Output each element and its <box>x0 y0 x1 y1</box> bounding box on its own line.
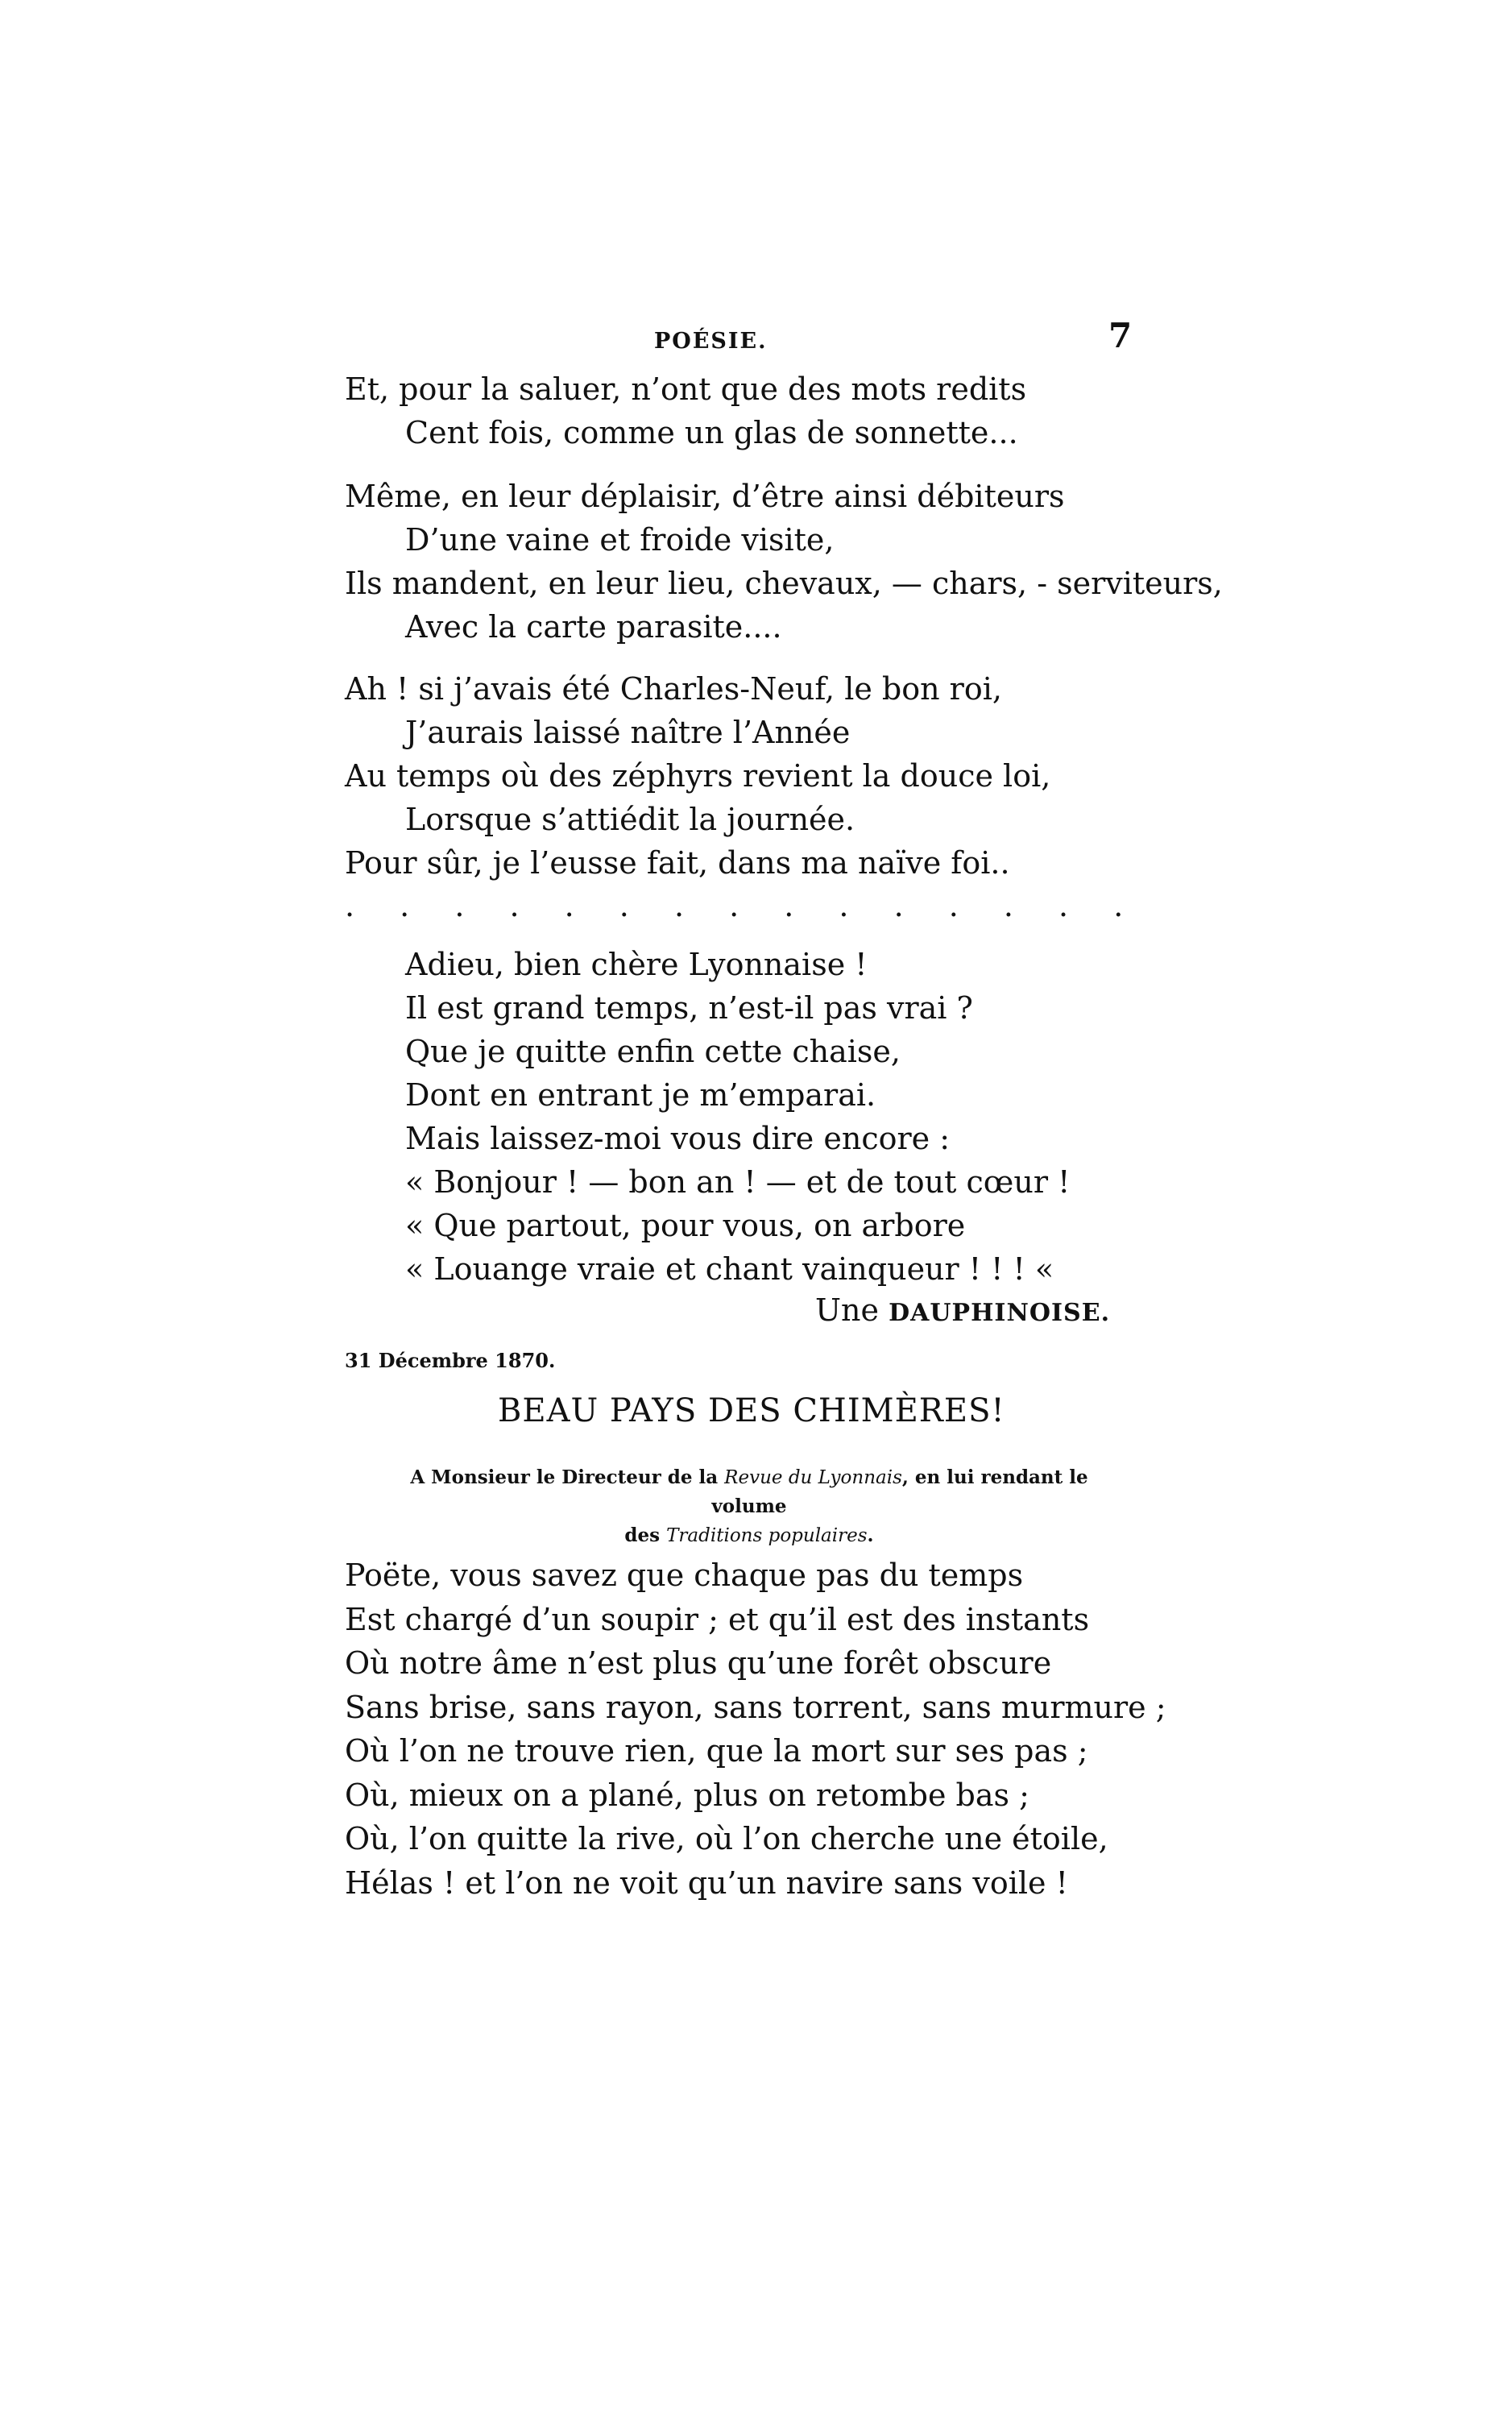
date-line: 31 Décembre 1870. <box>345 1349 556 1372</box>
dedication <box>371 1463 1128 1550</box>
verse-line: « Louange vraie et chant vainqueur ! ! ! « <box>405 1251 1054 1287</box>
stanza-2 <box>345 475 1223 649</box>
ellipsis-line: . . . . . . . . . . . . . . . <box>345 888 1141 923</box>
signature-name: DAUPHINOISE. <box>889 1299 1111 1327</box>
verse-line: Où notre âme n’est plus qu’une forêt obscure <box>345 1645 1052 1681</box>
signature-prefix: Une <box>815 1292 889 1328</box>
verse-line: Avec la carte parasite.... <box>405 609 782 645</box>
verse-line: Où l’on ne trouve rien, que la mort sur ses pas ; <box>345 1733 1088 1769</box>
verse-line: Est chargé d’un soupir ; et qu’il est des instants <box>345 1601 1090 1637</box>
verse-line: Pour sûr, je l’eusse fait, dans ma naïve foi.. <box>345 845 1010 881</box>
verse-line: Où, mieux on a plané, plus on retombe bas ; <box>345 1777 1029 1813</box>
verse-line: D’une vaine et froide visite, <box>405 522 835 558</box>
stanza-3 <box>345 667 1050 885</box>
verse-line: Cent fois, comme un glas de sonnette... <box>405 415 1018 450</box>
verse-line: Ah ! si j’avais été Charles-Neuf, le bon roi, <box>345 671 1002 707</box>
verse-line: Mais laissez-moi vous dire encore : <box>405 1121 951 1156</box>
dedication-text: des <box>624 1524 667 1546</box>
journal-title: Revue du Lyonnais <box>724 1467 902 1488</box>
dedication-text: , en lui rendant le volume <box>711 1466 1088 1517</box>
verse-line: Au temps où des zéphyrs revient la douce loi, <box>345 758 1051 794</box>
verse-line: Que je quitte enfin cette chaise, <box>405 1034 901 1069</box>
verse-line: Adieu, bien chère Lyonnaise ! <box>405 947 868 982</box>
page-number: 7 <box>1108 316 1133 355</box>
verse-line: « Bonjour ! — bon an ! — et de tout cœur ! <box>405 1164 1071 1200</box>
verse-line: Ils mandent, en leur lieu, chevaux, — chars, - serviteurs, <box>345 566 1223 601</box>
dedication-text: A Monsieur le Directeur de la <box>410 1466 725 1488</box>
verse-line: Hélas ! et l’on ne voit qu’un navire sans voile ! <box>345 1864 1068 1901</box>
book-title: Traditions populaires <box>666 1525 868 1546</box>
stanza-4 <box>405 943 1070 1291</box>
poem-2-stanza <box>345 1553 1166 1905</box>
dedication-text: . <box>867 1524 874 1546</box>
verse-line: Où, l’on quitte la rive, où l’on cherche une étoile, <box>345 1821 1108 1856</box>
verse-line: Sans brise, sans rayon, sans torrent, sans murmure ; <box>345 1689 1166 1725</box>
verse-line: Dont en entrant je m’emparai. <box>405 1077 876 1113</box>
verse-line: Même, en leur déplaisir, d’être ainsi débiteurs <box>345 479 1065 514</box>
verse-line: Lorsque s’attiédit la journée. <box>405 802 855 837</box>
verse-line: « Que partout, pour vous, on arbore <box>405 1208 966 1243</box>
verse-line: Et, pour la saluer, n’ont que des mots redits <box>345 371 1027 407</box>
stanza-1 <box>345 367 1026 454</box>
running-header: POÉSIE. <box>654 329 768 354</box>
verse-line: J’aurais laissé naître l’Année <box>405 715 851 750</box>
poem-title: BEAU PAYS DES CHIMÈRES! <box>498 1392 1005 1429</box>
verse-line: Il est grand temps, n’est-il pas vrai ? <box>405 990 973 1026</box>
verse-line: Poëte, vous savez que chaque pas du temps <box>345 1557 1024 1593</box>
signature <box>815 1292 1110 1328</box>
